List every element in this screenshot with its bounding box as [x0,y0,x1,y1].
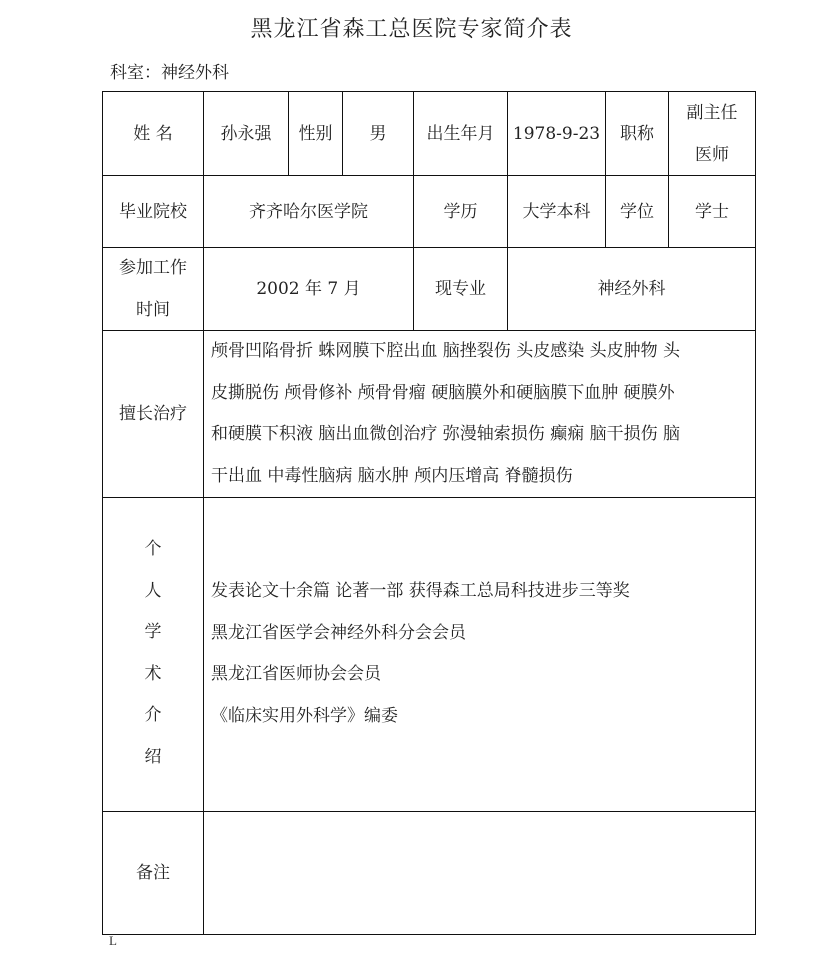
remarks-label: 备注 [136,863,170,883]
document-title: 黑龙江省森工总医院专家简介表 [250,17,573,42]
title-label: 职称 [620,123,654,144]
department-label: 科室： [110,63,161,83]
degree-label: 学位 [620,201,654,222]
academic-label-char: 绍 [144,746,162,767]
name-label: 姓 名 [133,123,173,144]
academic-line: 黑龙江省医师协会会员 [211,664,381,684]
school-value: 齐齐哈尔医学院 [249,201,368,222]
expertise-line: 干出血 中毒性脑病 脑水肿 颅内压增高 脊髓损伤 [211,465,573,486]
academic-line: 《临床实用外科学》编委 [211,705,398,726]
expertise-label: 擅长治疗 [119,404,187,424]
work-start-value: 2002 年 7 月 [256,279,361,299]
birth-label: 出生年月 [426,123,495,144]
work-start-label-line2: 时间 [136,300,170,320]
expertise-line: 颅骨凹陷骨折 蛛网膜下腔出血 脑挫裂伤 头皮感染 头皮肿物 头 [211,341,681,361]
work-start-label-line1: 参加工作 [119,258,187,278]
academic-line: 黑龙江省医学会神经外科分会会员 [211,622,466,643]
academic-label-char: 术 [144,663,162,684]
stray-mark: L [109,933,117,948]
academic-label [103,529,203,778]
academic-label-char: 介 [144,705,162,725]
title-value [669,92,755,175]
gender-label: 性别 [298,123,333,144]
remarks-value [204,812,755,934]
table-border-bottom [102,934,756,935]
specialty-value: 神经外科 [597,279,666,299]
school-label: 毕业院校 [119,201,187,222]
academic-text [211,571,751,737]
education-value: 大学本科 [522,201,591,222]
academic-label-char: 学 [144,622,162,642]
name-value: 孙永强 [220,123,272,144]
work-start-label [103,248,203,330]
academic-label-char: 个 [144,539,162,559]
academic-label-char: 人 [144,580,162,601]
expertise-line: 皮撕脱伤 颅骨修补 颅骨骨瘤 硬脑膜外和硬脑膜下血肿 硬膜外 [211,382,675,403]
row-divider [102,497,756,498]
gender-value: 男 [369,123,387,144]
expertise-text [211,331,751,497]
expertise-line: 和硬膜下积液 脑出血微创治疗 弥漫轴索损伤 癫痫 脑干损伤 脑 [211,424,681,444]
title-value-line2: 医师 [695,144,729,165]
department-value: 神经外科 [161,63,229,83]
title-value-line1: 副主任 [686,102,738,123]
table-border-right [755,91,756,934]
academic-line: 发表论文十余篇 论著一部 获得森工总局科技进步三等奖 [211,581,630,601]
birth-value: 1978-9-23 [512,123,601,144]
degree-value: 学士 [695,201,729,222]
specialty-label: 现专业 [435,279,486,299]
education-label: 学历 [443,201,478,222]
